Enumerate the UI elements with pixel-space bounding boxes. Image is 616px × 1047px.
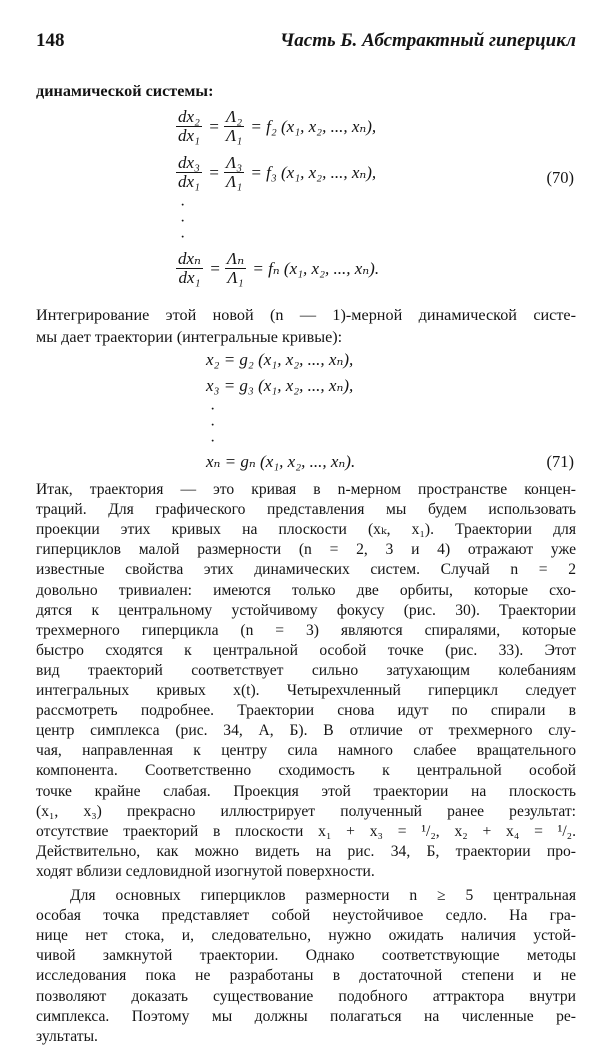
text-line: компонента. Соответственно сходимость к центральной особой — [36, 762, 576, 780]
text-line: быстро сходятся к центральной особой точке (рис. 33). Этот — [36, 641, 576, 659]
text-line: исследования пока не разработаны в достаточной степени и не — [36, 967, 576, 985]
text-line: симплекса. Поэтому мы должны полагаться на численные ре- — [36, 1007, 576, 1025]
text-line: проекции этих кривых на плоскости (xₖ, x₁). Траектории для — [36, 521, 576, 539]
equation-70-row-2: $\frac{\text{dx₃}}{\text{dx₁}}$ = $\frac{\text{Λ₃}}{\text{Λ₁}}$ = f₃ (x₁, x₂, ..., xₙ), — [178, 153, 377, 191]
equation-70-row-3: $\frac{\text{dxₙ}}{\text{dx₁}}$ = $\frac{\text{Λₙ}}{\text{Λ₁}}$ = fₙ (x₁, x₂, ..., xₙ). — [178, 249, 380, 287]
text-line: точке крайне слабая. Проекция этой траектории на плоскость — [36, 782, 576, 800]
text-line: известные свойства этих динамических систем. Случай n = 2 — [36, 561, 576, 579]
text-line: интегральных кривых x(t). Четырехчленный гиперцикл следует — [36, 682, 576, 699]
running-title: Часть Б. Абстрактный гиперцикл — [280, 30, 576, 51]
text-line: рассмотреть подробнее. Траектории снова идут по спирали в — [36, 702, 576, 720]
vertical-ellipsis: · · · — [210, 401, 216, 450]
text-line: Итак, траектория — это кривая в n-мерном пространстве концен- — [36, 481, 576, 498]
intro-line: динамической системы: — [36, 82, 214, 100]
text-line: вид траекторий соответствует сильно затухающим колебаниям — [36, 661, 576, 679]
page-number: 148 — [36, 30, 65, 51]
text-line: гиперциклов малой размерности (n = 2, 3 и 4) отражают уже — [36, 541, 576, 559]
text-line: центр симплекса (рис. 34, А, Б). В отличие от трехмерного слу- — [36, 722, 576, 740]
text-line: отсутствие траекторий в плоскости x₁ + x₃ = ¹/₂, x₂ + x₄ = ¹/₂. — [36, 822, 576, 840]
text-line: чая, направленная к центру сила намного слабее вращательного — [36, 742, 576, 760]
equation-number-71: (71) — [546, 452, 574, 471]
equation-71-row-3: xₙ = gₙ (x₁, x₂, ..., xₙ). — [206, 452, 356, 471]
page-header — [36, 30, 576, 54]
text-line: (x₁, x₃) прекрасно иллюстрирует полученный ранее результат: — [36, 802, 576, 820]
text-line: трехмерного гиперцикла (n = 3) являются спиралями, которые — [36, 621, 576, 639]
text-line: чивой замкнутой траектории. Однако соответствующие методы — [36, 947, 576, 965]
equation-71-row-2: x₃ = g₃ (x₁, x₂, ..., xₙ), — [206, 376, 354, 395]
equation-number-70: (70) — [546, 168, 574, 187]
text-line: Для основных гиперциклов размерности n ≥ 5 центральная — [70, 887, 576, 904]
equation-71-row-1: x₂ = g₂ (x₁, x₂, ..., xₙ), — [206, 350, 354, 369]
text-line: мы дает траектории (интегральные кривые): — [36, 328, 343, 346]
text-line: особая точка представляет собой неустойчивое седло. На гра- — [36, 907, 576, 925]
text-line: ходят вблизи седловидной изогнутой поверхности. — [36, 862, 375, 880]
text-line: довольно тривиален: имеются только две орбиты, которые схо- — [36, 581, 576, 599]
text-line: нице нет стока, и, следовательно, нужно ожидать наличия устой- — [36, 927, 576, 945]
equation-70-row-1: $\frac{\text{dx₂}}{\text{dx₁}}$ = $\frac{\text{Λ₂}}{\text{Λ₁}}$ = f₂ (x₁, x₂, ..., xₙ), — [178, 107, 377, 145]
text-line: позволяют доказать существование подобного аттрактора внутри — [36, 987, 576, 1005]
text-line: дятся к центральному устойчивому фокусу (рис. 30). Траектории — [36, 601, 576, 619]
text-line: Действительно, как можно видеть на рис. 34, Б, траектории про- — [36, 842, 576, 860]
text-line: траций. Для графического представления мы будем использовать — [36, 501, 576, 519]
text-line: Интегрирование этой новой (n — 1)-мерной динамической систе- — [36, 306, 576, 324]
vertical-ellipsis: · · · — [180, 197, 186, 246]
text-line: зультаты. — [36, 1027, 98, 1045]
